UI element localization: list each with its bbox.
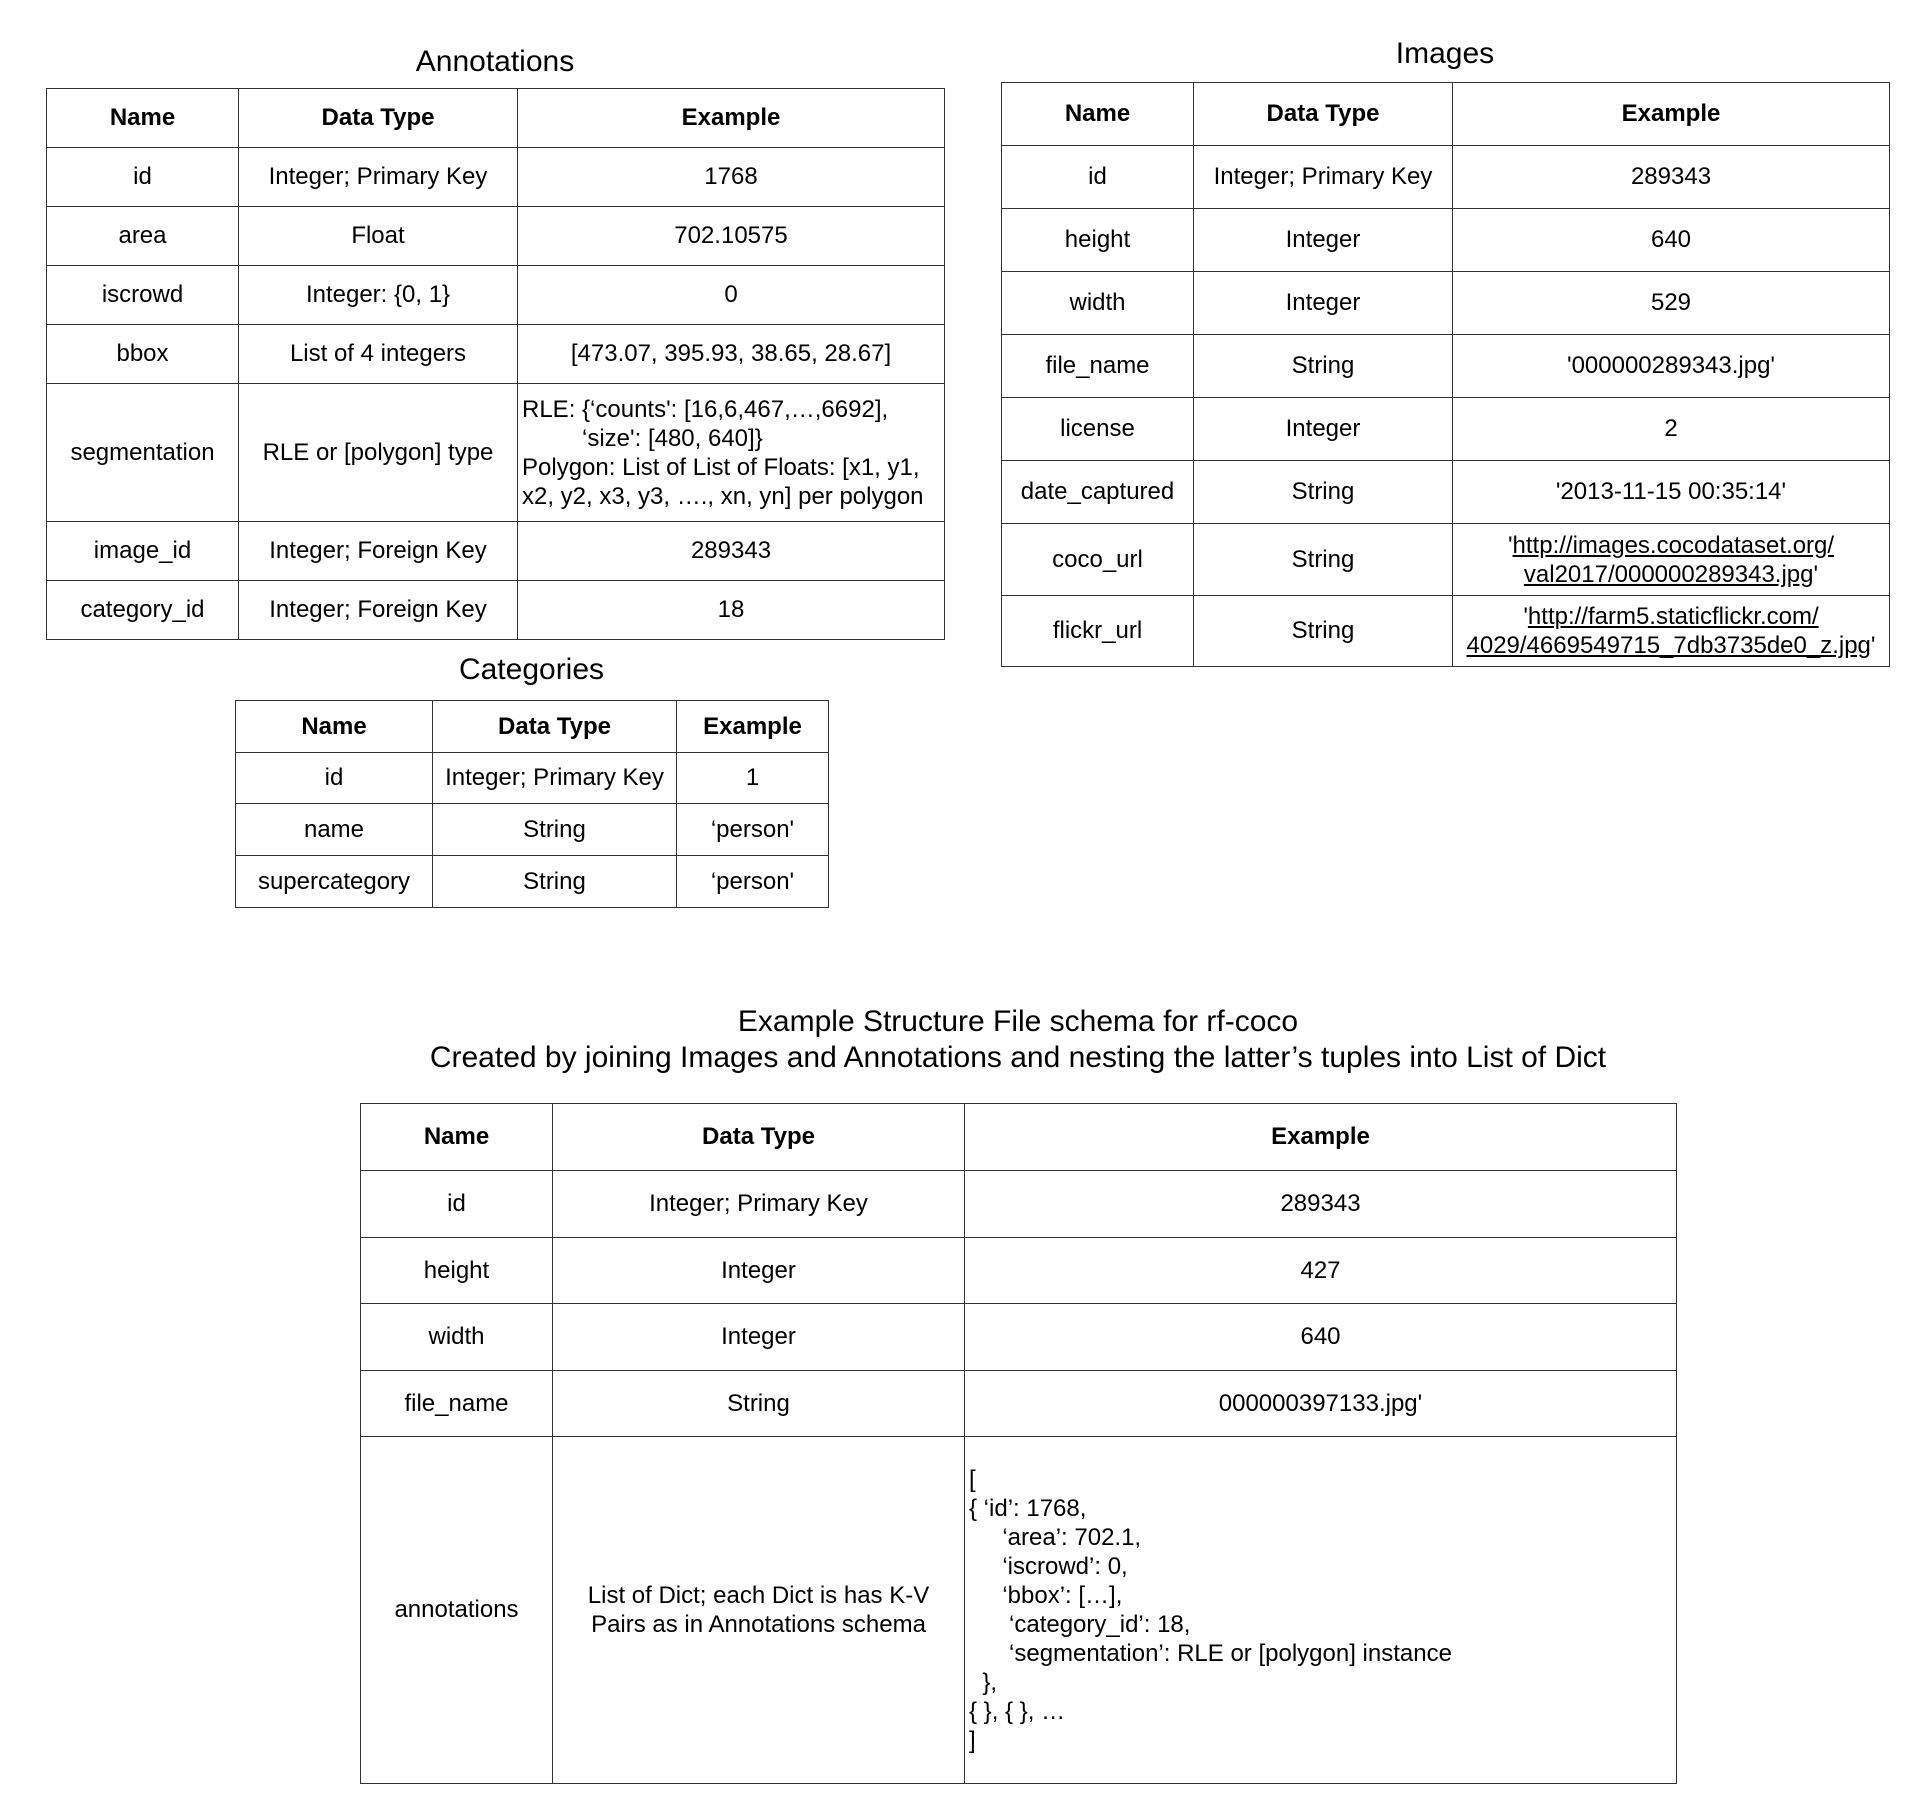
- images-title: Images: [1395, 37, 1495, 70]
- column-header-name: Name: [47, 89, 239, 148]
- field-name: supercategory: [236, 856, 433, 908]
- field-type: Integer: [1194, 209, 1453, 272]
- column-header-data-type: Data Type: [1194, 83, 1453, 146]
- field-example: 0: [518, 266, 945, 325]
- field-type: Integer; Primary Key: [553, 1171, 965, 1238]
- flickr-url-link[interactable]: http://farm5.staticflickr.com/: [1527, 603, 1819, 630]
- table-row: [361, 1304, 1677, 1371]
- field-example: 702.10575: [518, 207, 945, 266]
- structure-title-line-1: Example Structure File schema for rf-coco: [737, 1005, 1299, 1038]
- field-type: Integer; Primary Key: [433, 753, 677, 804]
- column-header-name: Name: [361, 1104, 553, 1171]
- categories-title: Categories: [458, 653, 605, 686]
- field-example: 1768: [518, 148, 945, 207]
- url-quote-close: ': [1870, 632, 1876, 659]
- table-row: [47, 148, 945, 207]
- field-name: license: [1002, 398, 1194, 461]
- field-name: coco_url: [1002, 524, 1194, 596]
- field-name: id: [361, 1171, 553, 1238]
- table-row: [47, 522, 945, 581]
- table-row: [361, 1371, 1677, 1437]
- field-type: String: [1194, 524, 1453, 596]
- table-row: [47, 581, 945, 640]
- field-example: [965, 1437, 1677, 1784]
- field-example: 289343: [1453, 146, 1890, 209]
- table-row: [1002, 524, 1890, 596]
- structure-section: [360, 1000, 1676, 1785]
- field-name: height: [1002, 209, 1194, 272]
- field-name: category_id: [47, 581, 239, 640]
- column-header-name: Name: [1002, 83, 1194, 146]
- coco-url-link[interactable]: http://images.cocodataset.org/: [1512, 531, 1835, 559]
- field-example: 640: [965, 1304, 1677, 1371]
- column-header-example: Example: [965, 1104, 1677, 1171]
- field-type: Integer: [553, 1304, 965, 1371]
- table-row: [47, 266, 945, 325]
- field-type: [553, 1437, 965, 1784]
- field-name: flickr_url: [1002, 596, 1194, 667]
- field-name: id: [236, 753, 433, 804]
- field-type: String: [553, 1371, 965, 1437]
- table-row: [236, 753, 829, 804]
- field-type: Integer: [553, 1238, 965, 1304]
- field-type: Integer; Foreign Key: [239, 581, 518, 640]
- table-row: [1002, 209, 1890, 272]
- field-type: String: [1194, 335, 1453, 398]
- field-name: width: [361, 1304, 553, 1371]
- column-header-example: Example: [677, 701, 829, 753]
- field-type: Integer: [1194, 398, 1453, 461]
- annotations-section: [46, 40, 944, 640]
- field-name: area: [47, 207, 239, 266]
- field-type: Integer: {0, 1}: [239, 266, 518, 325]
- column-header-data-type: Data Type: [553, 1104, 965, 1171]
- field-example: 289343: [518, 522, 945, 581]
- field-example: 427: [965, 1238, 1677, 1304]
- structure-table: [360, 1103, 1677, 1784]
- coco-url-link-continued[interactable]: val2017/000000289343.jpg: [1523, 560, 1814, 588]
- table-row: [361, 1171, 1677, 1238]
- field-name: annotations: [361, 1437, 553, 1784]
- table-row: [1002, 335, 1890, 398]
- field-example: 289343: [965, 1171, 1677, 1238]
- field-type: String: [433, 804, 677, 856]
- table-row: [1002, 398, 1890, 461]
- table-row: [236, 856, 829, 908]
- structure-title-line-2: Created by joining Images and Annotations and nesting the latter’s tuples into List of Dict: [429, 1041, 1607, 1074]
- categories-table: [235, 700, 829, 908]
- table-row: [361, 1238, 1677, 1304]
- table-row: [1002, 272, 1890, 335]
- table-row: [1002, 596, 1890, 667]
- field-name: file_name: [361, 1371, 553, 1437]
- field-type: Integer; Primary Key: [1194, 146, 1453, 209]
- url-quote-open: ': [1523, 603, 1528, 630]
- images-section: [1001, 34, 1889, 674]
- field-name: name: [236, 804, 433, 856]
- field-example: ‘person': [677, 856, 829, 908]
- table-header-row: [361, 1104, 1677, 1171]
- url-quote-open: ': [1507, 531, 1513, 559]
- field-type: Float: [239, 207, 518, 266]
- field-name: id: [47, 148, 239, 207]
- table-header-row: [47, 89, 945, 148]
- table-row: [47, 384, 945, 522]
- field-name: width: [1002, 272, 1194, 335]
- table-header-row: [1002, 83, 1890, 146]
- images-table: [1001, 82, 1890, 667]
- table-header-row: [236, 701, 829, 753]
- categories-section: [235, 648, 828, 908]
- field-type: String: [1194, 596, 1453, 667]
- field-type: String: [433, 856, 677, 908]
- field-example: 18: [518, 581, 945, 640]
- column-header-data-type: Data Type: [433, 701, 677, 753]
- field-example: 529: [1453, 272, 1890, 335]
- field-example: ‘person': [677, 804, 829, 856]
- field-name: date_captured: [1002, 461, 1194, 524]
- field-example: '2013-11-15 00:35:14': [1453, 461, 1890, 524]
- segmentation-example-text: RLE: {‘counts': [16,6,467,…,6692], ‘size': [480, 640]} Polygon: List of List of Floats: [x1, y1, x2, y2, x3, y3, …., xn, yn] per polygon: [522, 395, 924, 510]
- table-row: [47, 207, 945, 266]
- field-type: RLE or [polygon] type: [239, 384, 518, 522]
- field-name: segmentation: [47, 384, 239, 522]
- field-example: 640: [1453, 209, 1890, 272]
- column-header-example: Example: [518, 89, 945, 148]
- annotations-type-text: List of Dict; each Dict is has K-V Pairs as in Annotations schema: [587, 1582, 930, 1638]
- column-header-name: Name: [236, 701, 433, 753]
- flickr-url-link-continued[interactable]: 4029/4669549715_7db3735de0_z.jpg: [1466, 632, 1871, 659]
- field-name: id: [1002, 146, 1194, 209]
- table-row: [47, 325, 945, 384]
- field-example: 2: [1453, 398, 1890, 461]
- table-row: [361, 1437, 1677, 1784]
- field-name: image_id: [47, 522, 239, 581]
- table-row: [1002, 461, 1890, 524]
- field-name: bbox: [47, 325, 239, 384]
- annotations-title: Annotations: [415, 45, 575, 78]
- field-example: [473.07, 395.93, 38.65, 28.67]: [518, 325, 945, 384]
- field-name: file_name: [1002, 335, 1194, 398]
- table-row: [236, 804, 829, 856]
- field-example: '000000289343.jpg': [1453, 335, 1890, 398]
- annotations-example-text: [ { ‘id’: 1768, ‘area’: 702.1, ‘iscrowd’: 0, ‘bbox’: […], ‘category_id’: 18, ‘segmentation’: RLE or [polygon] instance }, { }, { }, … ]: [969, 1466, 1452, 1754]
- table-row: [1002, 146, 1890, 209]
- field-type: Integer; Foreign Key: [239, 522, 518, 581]
- column-header-example: Example: [1453, 83, 1890, 146]
- url-quote-close: ': [1813, 560, 1819, 588]
- field-type: Integer; Primary Key: [239, 148, 518, 207]
- field-type: List of 4 integers: [239, 325, 518, 384]
- field-example: 000000397133.jpg': [965, 1371, 1677, 1437]
- field-example: 1: [677, 753, 829, 804]
- annotations-table: [46, 88, 945, 640]
- field-example: [518, 384, 945, 522]
- field-type: String: [1194, 461, 1453, 524]
- field-name: height: [361, 1238, 553, 1304]
- field-example: [1453, 524, 1890, 596]
- field-type: Integer: [1194, 272, 1453, 335]
- column-header-data-type: Data Type: [239, 89, 518, 148]
- field-example: [1453, 596, 1890, 667]
- field-name: iscrowd: [47, 266, 239, 325]
